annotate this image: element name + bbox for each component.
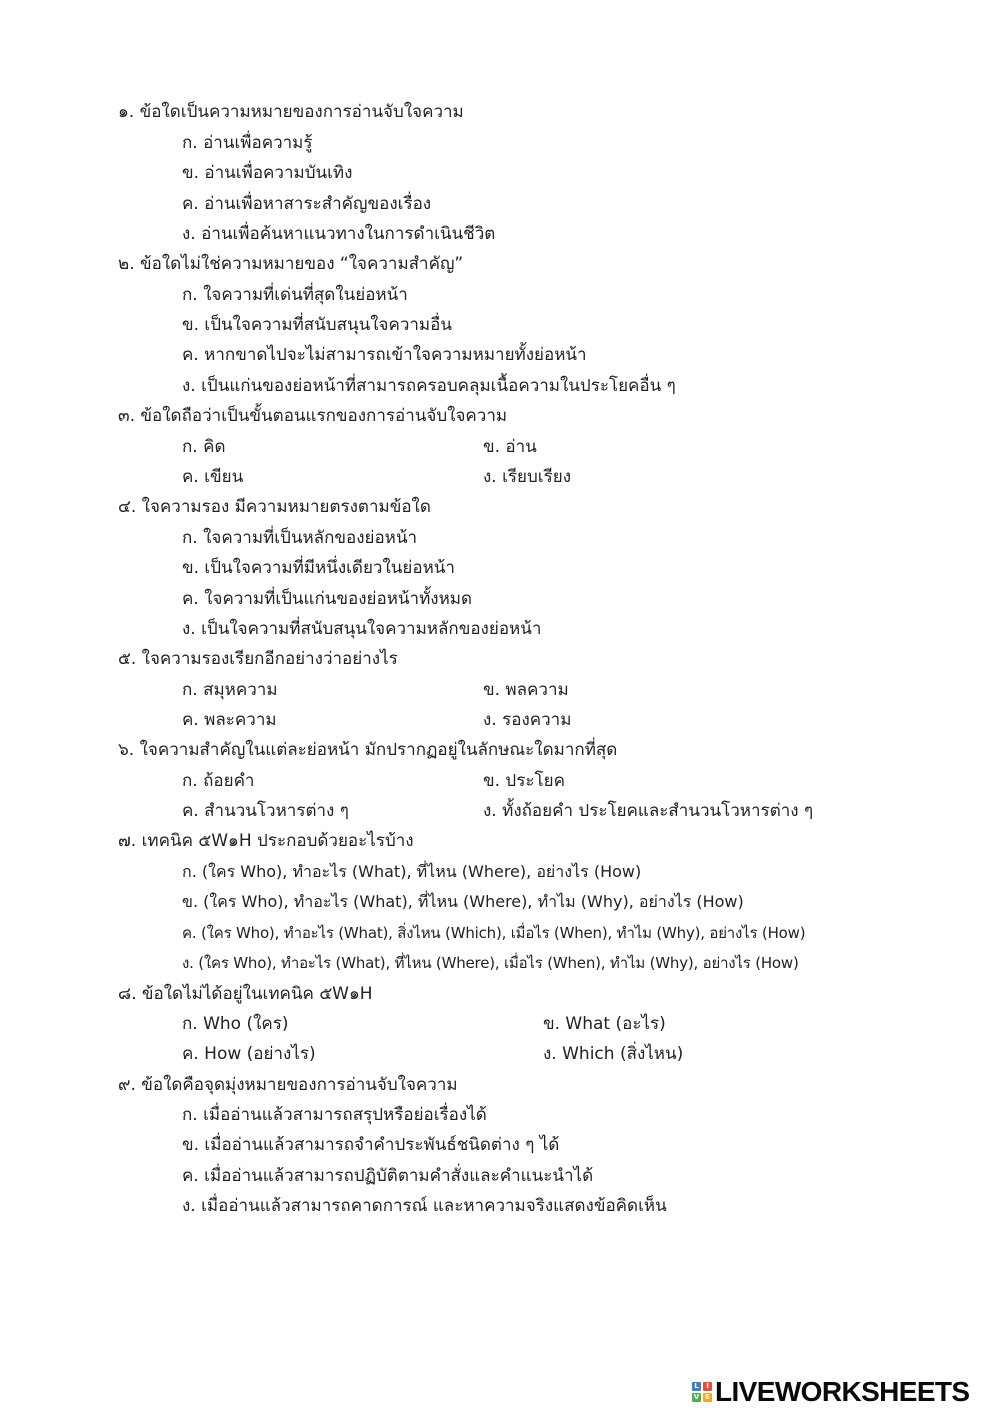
q2-option-b[interactable]: ข. เป็นใจความที่สนับสนุนใจความอื่น <box>182 315 452 335</box>
q9-option-c[interactable]: ค. เมื่ออ่านแล้วสามารถปฏิบัติตามคำสั่งและคำแนะนำได้ <box>182 1166 594 1186</box>
logo-mark-icon <box>692 1382 712 1402</box>
q2-option-c[interactable]: ค. หากขาดไปจะไม่สามารถเข้าใจความหมายทั้งย่อหน้า <box>182 345 587 365</box>
question-4: ๔. ใจความรอง มีความหมายตรงตามข้อใด <box>118 497 431 517</box>
q6-option-d[interactable]: ง. ทั้งถ้อยคำ ประโยคและสำนวนโวหารต่าง ๆ <box>483 801 814 821</box>
q5-option-d[interactable]: ง. รองความ <box>483 710 572 730</box>
q4-option-c[interactable]: ค. ใจความที่เป็นแก่นของย่อหน้าทั้งหมด <box>182 589 473 609</box>
q6-option-a[interactable]: ก. ถ้อยคำ <box>182 771 255 791</box>
q3-option-d[interactable]: ง. เรียบเรียง <box>483 467 572 487</box>
question-5: ๕. ใจความรองเรียกอีกอย่างว่าอย่างไร <box>118 649 398 669</box>
q4-option-a[interactable]: ก. ใจความที่เป็นหลักของย่อหน้า <box>182 528 418 548</box>
q1-option-c[interactable]: ค. อ่านเพื่อหาสาระสำคัญของเรื่อง <box>182 194 432 214</box>
q9-option-b[interactable]: ข. เมื่ออ่านแล้วสามารถจำคำประพันธ์ชนิดต่าง ๆ ได้ <box>182 1135 560 1155</box>
q7-option-d[interactable]: ง. (ใคร Who), ทำอะไร (What), ที่ไหน (Where), เมื่อไร (When), ทำไม (Why), อย่างไร (How) <box>182 954 799 972</box>
question-6: ๖. ใจความสำคัญในแต่ละย่อหน้า มักปรากฏอยู่ในลักษณะใดมากที่สุด <box>118 740 618 760</box>
question-3: ๓. ข้อใดถือว่าเป็นขั้นตอนแรกของการอ่านจับใจความ <box>118 406 508 426</box>
question-8: ๘. ข้อใดไม่ได้อยู่ในเทคนิค ๕W๑H <box>118 984 373 1004</box>
q5-option-b[interactable]: ข. พลความ <box>483 680 569 700</box>
q8-option-d[interactable]: ง. Which (สิ่งไหน) <box>543 1044 684 1064</box>
q7-option-b[interactable]: ข. (ใคร Who), ทำอะไร (What), ที่ไหน (Where), ทำไม (Why), อย่างไร (How) <box>182 892 744 911</box>
logo-text: LIVEWORKSHEETS <box>715 1376 970 1407</box>
logo-mark-e: E <box>703 1393 712 1402</box>
question-7: ๗. เทคนิค ๕W๑H ประกอบด้วยอะไรบ้าง <box>118 831 414 851</box>
logo-mark-v: V <box>693 1393 700 1401</box>
question-2: ๒. ข้อใดไม่ใช่ความหมายของ “ใจความสำคัญ” <box>118 254 464 274</box>
q6-option-c[interactable]: ค. สำนวนโวหารต่าง ๆ <box>182 801 349 821</box>
q5-option-c[interactable]: ค. พละความ <box>182 710 277 730</box>
q4-option-d[interactable]: ง. เป็นใจความที่สนับสนุนใจความหลักของย่อหน้า <box>182 619 542 639</box>
q3-option-a[interactable]: ก. คิด <box>182 437 226 457</box>
q5-option-a[interactable]: ก. สมุหความ <box>182 680 278 700</box>
q1-option-d[interactable]: ง. อ่านเพื่อค้นหาแนวทางในการดำเนินชีวิต <box>182 224 496 244</box>
q6-option-b[interactable]: ข. ประโยค <box>483 771 565 791</box>
q3-option-b[interactable]: ข. อ่าน <box>483 437 537 457</box>
q2-option-d[interactable]: ง. เป็นแก่นของย่อหน้าที่สามารถครอบคลุมเนื้อความในประโยคอื่น ๆ <box>182 376 676 396</box>
q8-option-a[interactable]: ก. Who (ใคร) <box>182 1014 289 1034</box>
q4-option-b[interactable]: ข. เป็นใจความที่มีหนึ่งเดียวในย่อหน้า <box>182 558 455 578</box>
q7-option-a[interactable]: ก. (ใคร Who), ทำอะไร (What), ที่ไหน (Where), อย่างไร (How) <box>182 862 642 881</box>
question-1: ๑. ข้อใดเป็นความหมายของการอ่านจับใจความ <box>118 102 464 122</box>
q8-option-b[interactable]: ข. What (อะไร) <box>543 1014 666 1034</box>
q7-option-c[interactable]: ค. (ใคร Who), ทำอะไร (What), สิ่งไหน (Which), เมื่อไร (When), ทำไม (Why), อย่างไร (How) <box>182 924 806 942</box>
question-9: ๙. ข้อใดคือจุดมุ่งหมายของการอ่านจับใจความ <box>118 1075 458 1095</box>
logo-mark-i: I <box>703 1382 712 1391</box>
q2-option-a[interactable]: ก. ใจความที่เด่นที่สุดในย่อหน้า <box>182 285 408 305</box>
liveworksheets-logo <box>692 1378 970 1406</box>
q9-option-a[interactable]: ก. เมื่ออ่านแล้วสามารถสรุปหรือย่อเรื่องได้ <box>182 1105 487 1125</box>
q1-option-a[interactable]: ก. อ่านเพื่อความรู้ <box>182 133 313 153</box>
q3-option-c[interactable]: ค. เขียน <box>182 467 244 487</box>
q1-option-b[interactable]: ข. อ่านเพื่อความบันเทิง <box>182 163 353 183</box>
q9-option-d[interactable]: ง. เมื่ออ่านแล้วสามารถคาดการณ์ และหาความจริงแสดงข้อคิดเห็น <box>182 1196 667 1216</box>
logo-mark-l: L <box>692 1382 701 1391</box>
q8-option-c[interactable]: ค. How (อย่างไร) <box>182 1044 316 1064</box>
